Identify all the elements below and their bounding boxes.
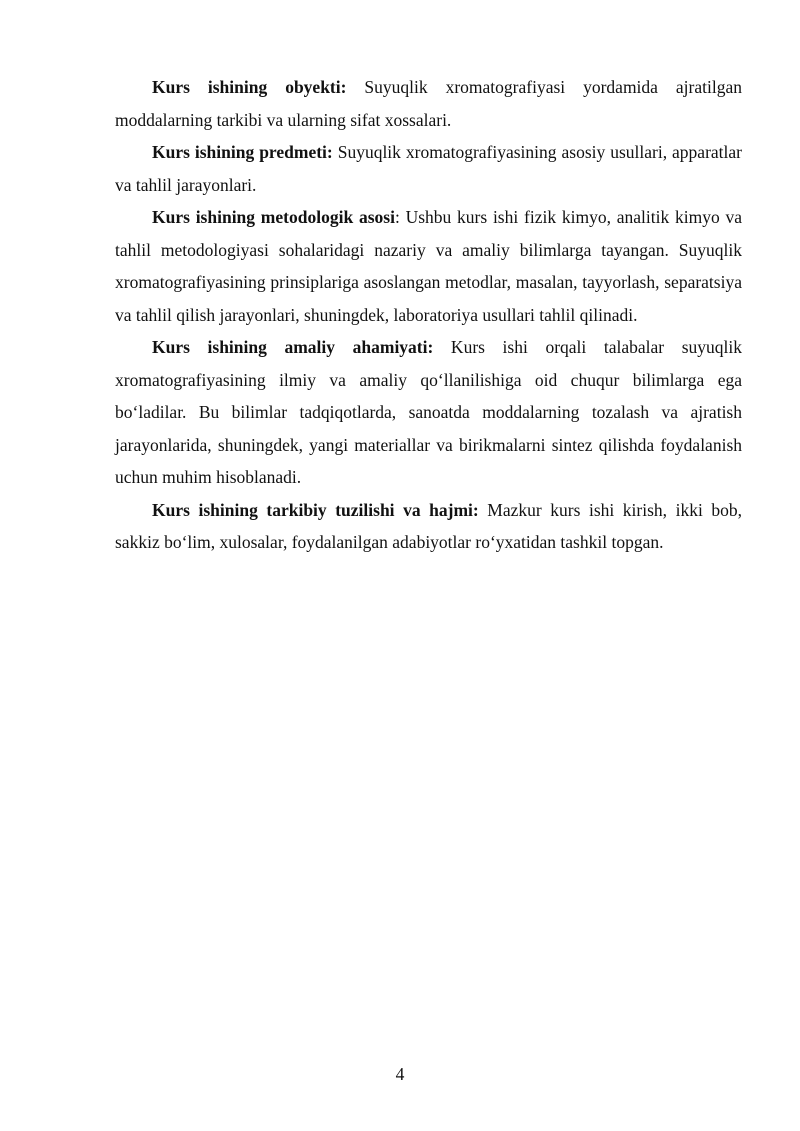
paragraph-text: Mazkur kurs ishi kirish, ikki bob, sakkiz bo‘lim, xulosalar, foydalanilgan adabiyotlar ro‘yxatidan tashkil topgan. xyxy=(115,499,742,552)
paragraph-heading: Kurs ishining amaliy ahamiyati: xyxy=(152,337,434,357)
paragraph-practical-significance xyxy=(115,331,742,494)
paragraph-heading: Kurs ishining predmeti: xyxy=(152,142,333,162)
paragraph-text: Suyuqlik xromatografiyasi yordamida ajratilgan moddalarning tarkibi va ularning sifat xossalari. xyxy=(115,77,742,130)
paragraph-heading: Kurs ishining tarkibiy tuzilishi va hajmi: xyxy=(152,499,479,520)
page-number: 4 xyxy=(395,1064,405,1084)
paragraph-text: Kurs ishi orqali talabalar suyuqlik xromatografiyasining ilmiy va amaliy qo‘llanilishiga oid chuqur bilimlarga ega bo‘ladilar. Bu bilimlar tadqiqotlarda, sanoatda moddalarning tozalash va ajratish jarayonlarida, shuningdek, yangi materiallar va birikmalarni sintez qilishda foydalanish uchun muhim hisoblanadi. xyxy=(115,337,742,487)
paragraph-object xyxy=(115,71,742,136)
paragraph-methodology xyxy=(115,201,742,331)
paragraph-subject xyxy=(115,136,742,201)
paragraph-heading: Kurs ishining metodologik asosi xyxy=(152,207,395,227)
paragraph-text: Suyuqlik xromatografiyasining asosiy usullari, apparatlar va tahlil jarayonlari. xyxy=(115,142,742,195)
document-body xyxy=(115,71,742,559)
paragraph-structure xyxy=(115,494,742,559)
paragraph-text: : Ushbu kurs ishi fizik kimyo, analitik kimyo va tahlil metodologiyasi sohalaridagi nazariy va amaliy bilimlarga tayangan. Suyuqlik xromatografiyasining prinsiplariga asoslangan metodlar, masalan, tayyorlash, separatsiya va tahlil qilish jarayonlari, shuningdek, laboratoriya usullari tahlil qilinadi. xyxy=(115,207,742,325)
paragraph-heading: Kurs ishining obyekti: xyxy=(152,77,347,97)
